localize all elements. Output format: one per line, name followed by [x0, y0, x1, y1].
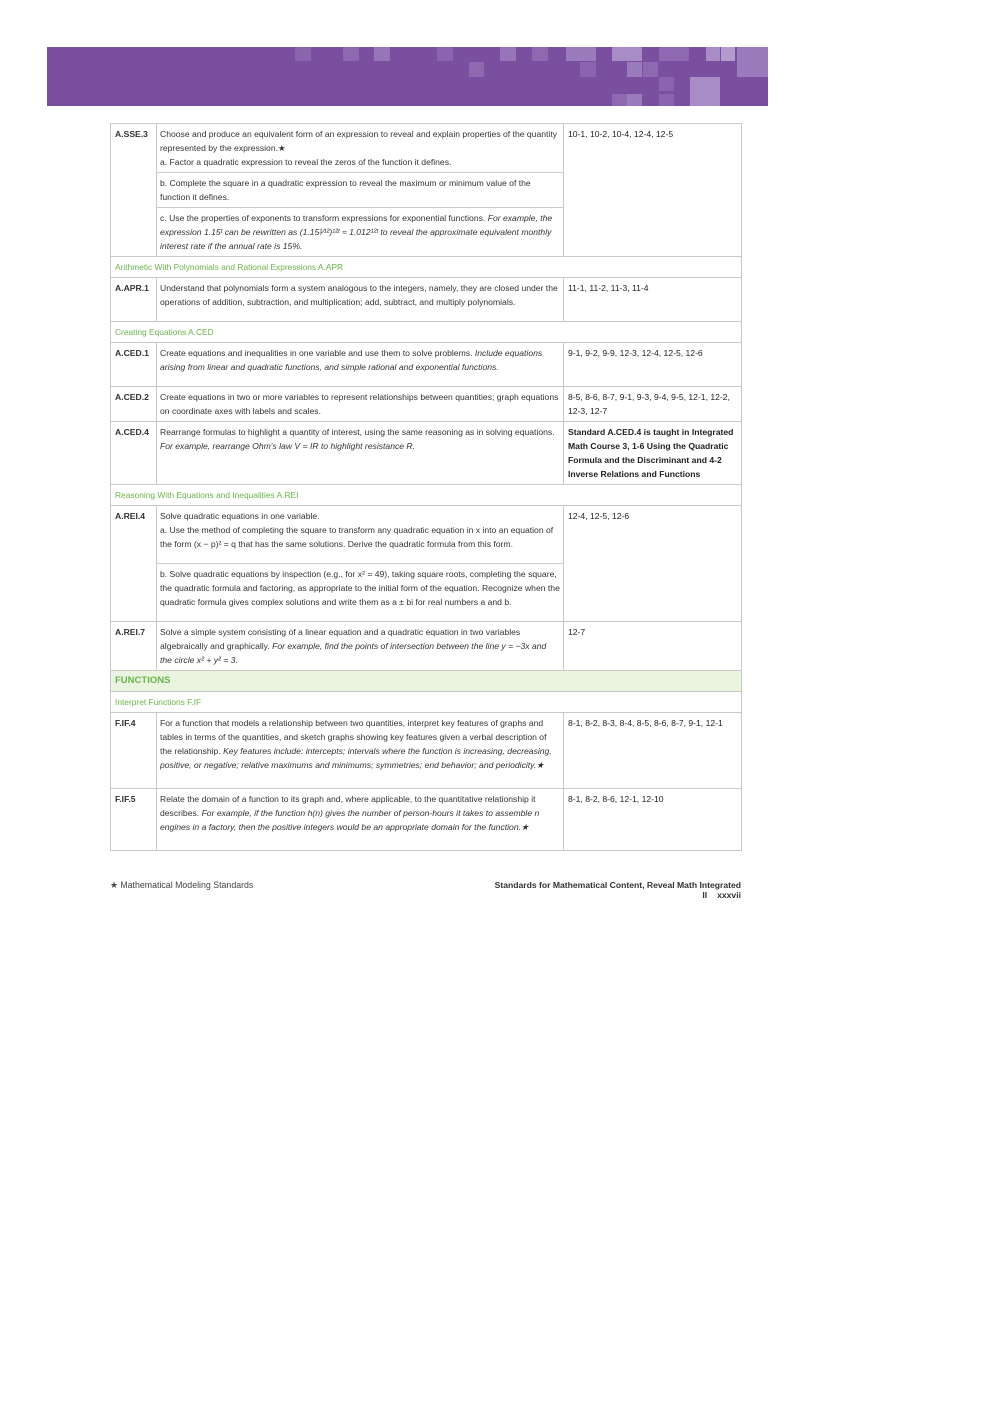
- standard-sub-a: a. Use the method of completing the square to transform any quadratic equation in x into an equation of the form (x − p)² = q that has the same solutions. Derive the quadratic formula from this form.: [160, 525, 554, 549]
- standard-main-text: Rearrange formulas to highlight a quantity of interest, using the same reasoning as in solving equations.: [160, 427, 555, 437]
- table-row: [111, 278, 742, 322]
- section-row: [111, 692, 742, 713]
- table-row: [111, 713, 742, 789]
- table-row: [111, 422, 742, 485]
- section-heading: Arithmetic With Polynomials and Rational Expressions A.APR: [111, 257, 742, 278]
- table-row: [111, 622, 742, 671]
- standard-code: A.REI.4: [111, 506, 157, 622]
- standard-main-text: For a function that models a relationship between two quantities, interpret key features of graphs and tables in terms of the quantities, and sketch graphs showing key features given a verbal description of the relationship.: [160, 718, 547, 756]
- lesson-list: 8-5, 8-6, 8-7, 9-1, 9-3, 9-4, 9-5, 12-1, 12-2, 12-3, 12-7: [564, 387, 742, 422]
- footer-title: [460, 880, 741, 900]
- lesson-list: 9-1, 9-2, 9-9, 12-3, 12-4, 12-5, 12-6: [564, 343, 742, 387]
- standard-code: A.REI.7: [111, 622, 157, 671]
- standard-text: Create equations in two or more variables to represent relationships between quantities; graph equations on coordinate axes with labels and scales.: [157, 387, 564, 422]
- standard-code: A.CED.4: [111, 422, 157, 485]
- standards-table: [110, 123, 742, 851]
- section-row: [111, 257, 742, 278]
- standard-sub-b: b. Complete the square in a quadratic expression to reveal the maximum or minimum value of the function it defines.: [157, 173, 564, 208]
- standard-text: Understand that polynomials form a system analogous to the integers, namely, they are closed under the operations of addition, subtraction, and multiplication; add, subtract, and multiply polynomials.: [157, 278, 564, 322]
- section-heading: Interpret Functions F.IF: [111, 692, 742, 713]
- standard-main-text: Choose and produce an equivalent form of an expression to reveal and explain properties of the quantity represented by the expression.★: [160, 129, 557, 153]
- lesson-list: 8-1, 8-2, 8-3, 8-4, 8-5, 8-6, 8-7, 9-1, 12-1: [564, 713, 742, 789]
- lesson-list: 8-1, 8-2, 8-6, 12-1, 12-10: [564, 789, 742, 851]
- standard-code: A.CED.2: [111, 387, 157, 422]
- standard-main-text: Solve quadratic equations in one variable.: [160, 511, 320, 521]
- standard-code: A.SSE.3: [111, 124, 157, 257]
- lesson-list: Standard A.CED.4 is taught in Integrated Math Course 3, 1-6 Using the Quadratic Formula and the Discriminant and 4-2 Inverse Relations and Functions: [564, 422, 742, 485]
- standard-example: For example, if the function h(n) gives the number of person-hours it takes to assemble n engines in a factory, then the positive integers would be an appropriate domain for the function.★: [160, 808, 540, 832]
- table-row: [111, 506, 742, 564]
- header-banner: [47, 47, 768, 106]
- standard-text: [157, 124, 564, 173]
- standard-sub-c: [157, 208, 564, 257]
- page-number: xxxvii: [717, 890, 741, 900]
- section-row: [111, 322, 742, 343]
- lesson-list: 10-1, 10-2, 10-4, 12-4, 12-5: [564, 124, 742, 257]
- lesson-list: 12-4, 12-5, 12-6: [564, 506, 742, 622]
- table-row: [111, 124, 742, 173]
- standard-text: [157, 422, 564, 485]
- table-row: [111, 343, 742, 387]
- standard-code: A.APR.1: [111, 278, 157, 322]
- footer-note: ★ Mathematical Modeling Standards: [110, 880, 254, 890]
- standard-main-text: Relate the domain of a function to its graph and, where applicable, to the quantitative relationship it describes.: [160, 794, 536, 818]
- footer-book-title: Standards for Mathematical Content, Reveal Math Integrated II: [494, 880, 741, 900]
- standard-main-text: Solve a simple system consisting of a linear equation and a quadratic equation in two variables algebraically and graphically.: [160, 627, 521, 651]
- standard-example: Key features include: intercepts; intervals where the function is increasing, decreasing, positive, or negative; relative maximums and minimums; symmetries; end behavior; and periodicity.★: [160, 746, 552, 770]
- standard-text: [157, 789, 564, 851]
- standard-code: A.CED.1: [111, 343, 157, 387]
- table-row: [111, 387, 742, 422]
- standard-example: Include equations arising from linear and quadratic functions, and simple rational and exponential functions.: [160, 348, 543, 372]
- lesson-list: 11-1, 11-2, 11-3, 11-4: [564, 278, 742, 322]
- standard-text: [157, 343, 564, 387]
- standard-sub-b: b. Solve quadratic equations by inspection (e.g., for x² = 49), taking square roots, completing the square, the quadratic formula and factoring, as appropriate to the initial form of the equation. Recognize when the quadratic formula gives complex solutions and write them as a ± bi for real numbers a and b.: [157, 564, 564, 622]
- standard-text: [157, 506, 564, 564]
- standard-code: F.IF.5: [111, 789, 157, 851]
- standard-code: F.IF.4: [111, 713, 157, 789]
- section-heading: Creating Equations A.CED: [111, 322, 742, 343]
- standard-sub-a: a. Factor a quadratic expression to reveal the zeros of the function it defines.: [160, 157, 452, 167]
- standard-text: [157, 713, 564, 789]
- lesson-list: 12-7: [564, 622, 742, 671]
- standard-example: For example, rearrange Ohm's law V = IR to highlight resistance R.: [160, 441, 416, 451]
- standard-sub-c-text: c. Use the properties of exponents to transform expressions for exponential functions.: [160, 213, 486, 223]
- table-row: [111, 789, 742, 851]
- domain-heading: FUNCTIONS: [111, 671, 742, 692]
- standard-text: [157, 622, 564, 671]
- section-row: [111, 485, 742, 506]
- domain-row: [111, 671, 742, 692]
- standard-sub-c-example: For example, the expression 1.15ᵗ can be rewritten as (1.15¹⁄¹²)¹²ᵗ ≈ 1.012¹²ᵗ to reveal the approximate equivalent monthly interest rate if the annual rate is 15%.: [160, 213, 553, 251]
- section-heading: Reasoning With Equations and Inequalities A.REI: [111, 485, 742, 506]
- standard-main-text: Create equations and inequalities in one variable and use them to solve problems.: [160, 348, 473, 358]
- standard-example: For example, find the points of intersection between the line y = −3x and the circle x² + y² = 3.: [160, 641, 547, 665]
